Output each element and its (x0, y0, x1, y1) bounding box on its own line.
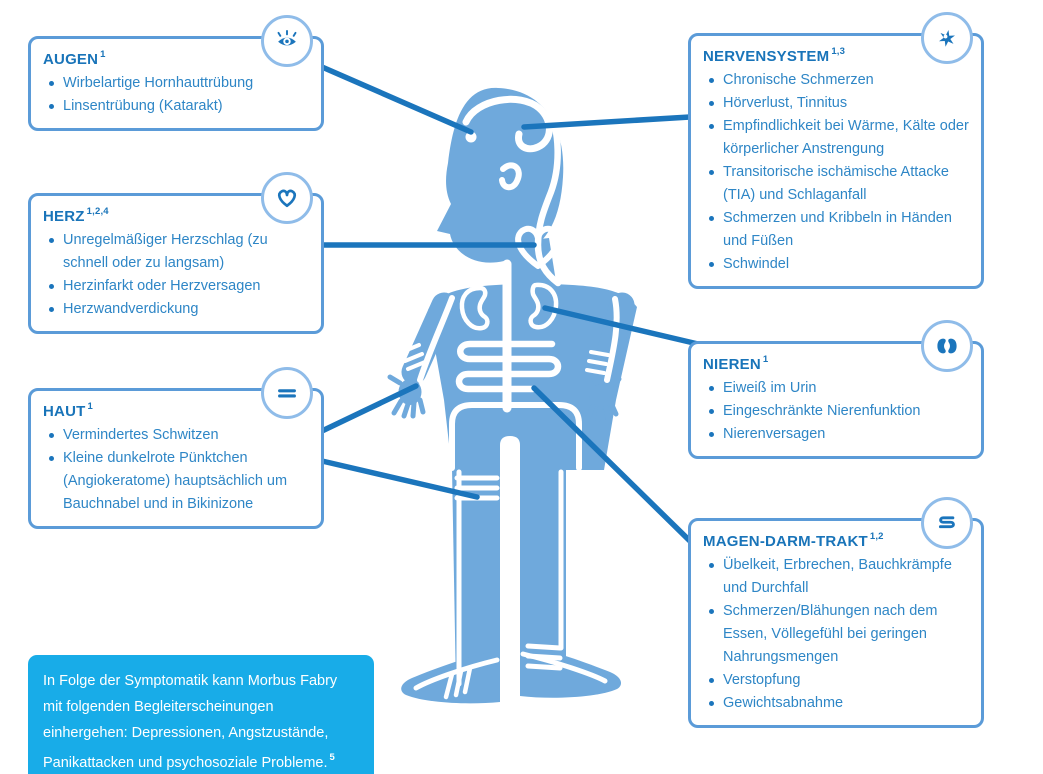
box-title: NERVENSYSTEM $^{1,3}$ (703, 46, 846, 65)
leg-gap (500, 436, 520, 690)
symptom-list (703, 554, 970, 715)
symptom-item: Kleine dunkelrote Pünktchen (Angiokeratome) hauptsächlich um Bauchnabel und in Bikinizone (43, 447, 310, 516)
box-title: MAGEN-DARM-TRAKT $^{1,2}$ (703, 531, 884, 550)
symptom-box-skin (28, 388, 324, 529)
symptom-item: Transitorische ischämische Attacke (TIA) und Schlaganfall (703, 161, 970, 207)
box-title: HERZ $^{1,2,4}$ (43, 206, 109, 225)
reference-mark: 5 (329, 752, 335, 763)
symptom-item: Empfindlichkeit bei Wärme, Kälte oder körperlicher Anstrengung (703, 115, 970, 161)
reference-mark: 1,2,4 (86, 206, 109, 217)
symptom-list (43, 229, 310, 321)
symptom-list (43, 72, 310, 118)
symptom-box-heart (28, 193, 324, 334)
line-haut-hand (322, 386, 416, 431)
skin-icon (261, 367, 313, 419)
nerve-icon (921, 12, 973, 64)
eye-icon (261, 15, 313, 67)
symptom-item: Herzinfarkt oder Herzversagen (43, 275, 310, 298)
symptom-item: Vermindertes Schwitzen (43, 424, 310, 447)
intestine-icon (921, 497, 973, 549)
heart-icon (261, 172, 313, 224)
symptom-box-gastrointestinal (688, 518, 984, 728)
symptom-item: Nierenversagen (703, 423, 970, 446)
symptom-item: Schmerzen und Kribbeln in Händen und Füßen (703, 207, 970, 253)
psychosocial-info-box (28, 655, 374, 774)
symptom-item: Schwindel (703, 253, 970, 276)
box-title: HAUT $^1$ (43, 401, 93, 420)
symptom-item: Unregelmäßiger Herzschlag (zu schnell oder zu langsam) (43, 229, 310, 275)
symptom-item: Chronische Schmerzen (703, 69, 970, 92)
human-figure (390, 88, 637, 703)
info-text: In Folge der Symptomatik kann Morbus Fabry mit folgenden Begleiterscheinungen einhergehen: Depressionen, Angstzustände, Panikattacken und psychosoziale Probleme. (43, 673, 338, 771)
box-title: NIEREN $^1$ (703, 354, 769, 373)
symptom-item: Linsentrübung (Katarakt) (43, 95, 310, 118)
reference-mark: 1,3 (831, 46, 846, 57)
reference-mark: 1,2 (869, 531, 884, 542)
symptom-list (703, 69, 970, 276)
symptom-item: Schmerzen/Blähungen nach dem Essen, Völlegefühl bei geringen Nahrungsmengen (703, 600, 970, 669)
symptom-item: Wirbelartige Hornhauttrübung (43, 72, 310, 95)
kidney-icon (921, 320, 973, 372)
line-augen (322, 67, 471, 132)
symptom-item: Gewichtsabnahme (703, 692, 970, 715)
foot-right (520, 644, 621, 698)
box-title: AUGEN $^1$ (43, 49, 106, 68)
reference-mark: 1 (100, 49, 106, 60)
symptom-box-kidneys (688, 341, 984, 459)
symptom-box-nervous-system (688, 33, 984, 289)
symptom-list (43, 424, 310, 516)
symptom-item: Eingeschränkte Nierenfunktion (703, 400, 970, 423)
symptom-item: Herzwandverdickung (43, 298, 310, 321)
symptom-item: Hörverlust, Tinnitus (703, 92, 970, 115)
symptom-box-eyes (28, 36, 324, 131)
symptom-item: Verstopfung (703, 669, 970, 692)
symptom-item: Übelkeit, Erbrechen, Bauchkrämpfe und Durchfall (703, 554, 970, 600)
reference-mark: 1 (87, 401, 93, 412)
symptom-item: Eiweiß im Urin (703, 377, 970, 400)
symptom-list (703, 377, 970, 446)
reference-mark: 1 (762, 354, 769, 365)
